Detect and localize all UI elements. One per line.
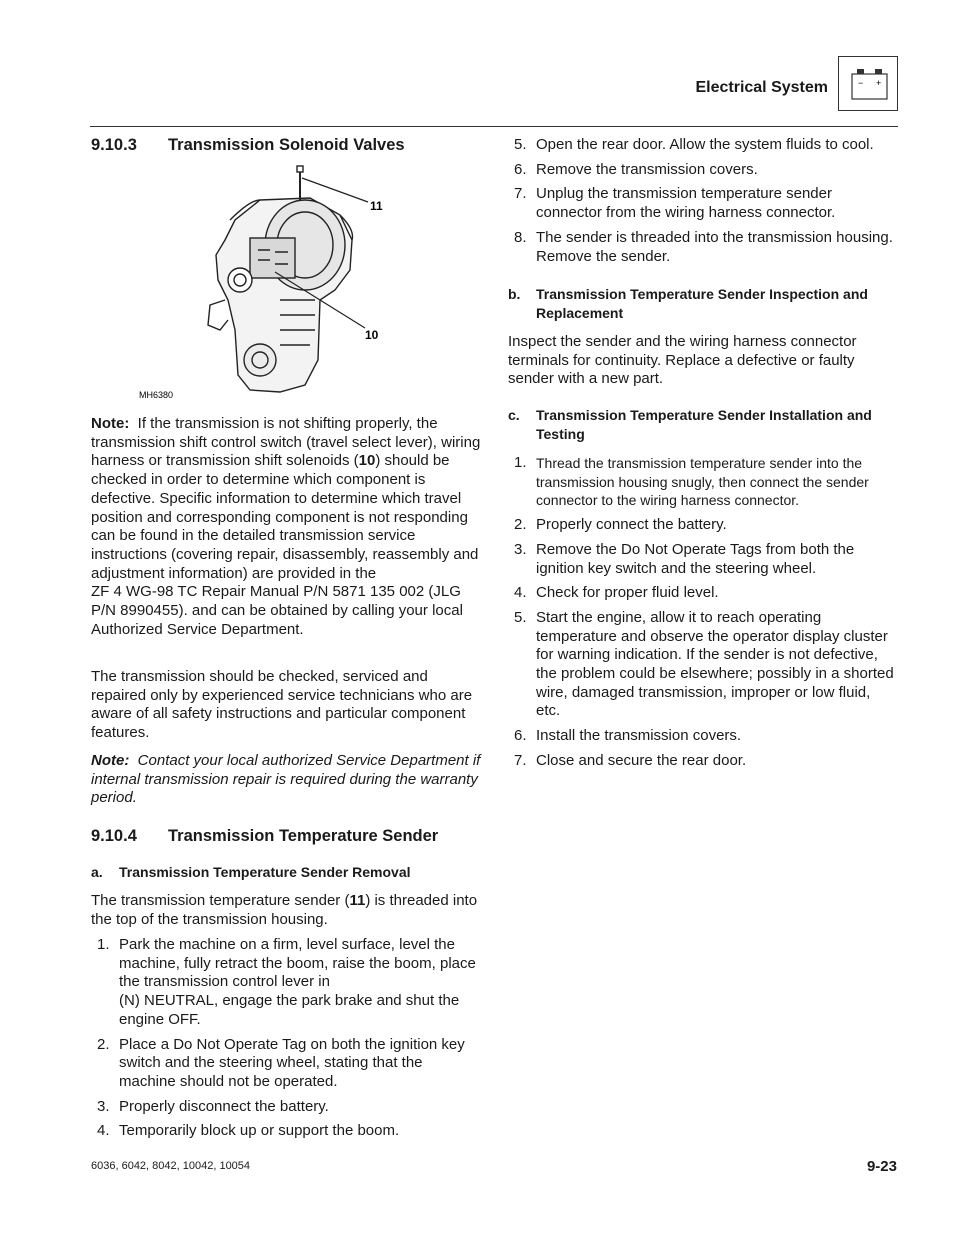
- step-number: 4.: [514, 584, 527, 602]
- list-item: [508, 185, 898, 222]
- list-item: [508, 454, 898, 510]
- step-number: 6.: [514, 160, 527, 178]
- step-number: 5.: [514, 136, 527, 153]
- list-item: [508, 752, 898, 771]
- step-number: 4.: [97, 1122, 110, 1140]
- warranty-note-text: Contact your local authorized Service Department if internal transmission repair is required during the warranty period.: [91, 752, 481, 807]
- transmission-figure: [110, 160, 440, 405]
- step-text: Temporarily block up or support the boom.: [119, 1122, 400, 1140]
- list-item: [508, 541, 898, 578]
- subheading-c: [508, 406, 898, 444]
- section-number: 9.10.3: [91, 136, 137, 154]
- note-text-c: ZF 4 WG-98 TC Repair Manual P/N 5871 135 002 (JLG P/N 8990455). and can be obtained by calling your local Authorized Service Department.: [91, 583, 463, 638]
- note-ref-10: 10: [358, 452, 376, 470]
- step-number: 7.: [514, 185, 527, 203]
- step-text: Properly connect the battery.: [536, 516, 727, 534]
- subheading-a: [91, 863, 411, 882]
- subheading-b: [508, 285, 898, 323]
- footer-models: 6036, 6042, 8042, 10042, 10054: [91, 1160, 251, 1172]
- figure-code: MH6380: [139, 390, 174, 400]
- list-item: [508, 516, 898, 535]
- step-number: 2.: [514, 516, 527, 534]
- solenoid-note: [91, 415, 481, 639]
- section-title: Transmission Temperature Sender: [168, 827, 439, 845]
- installation-steps: [508, 454, 898, 777]
- note-text-a: If the transmission is not shifting properly, the transmission shift control switch (travel select lever), wiring harness or transmission shift solenoids (: [91, 415, 481, 470]
- removal-steps-continued: [508, 136, 898, 272]
- step-number: 7.: [514, 751, 527, 769]
- subheading-letter: b.: [508, 286, 521, 302]
- note-text-b: ) should be checked in order to determine which component is defective. Specific information to determine which travel position and corresponding component is not responding can be found in the detailed transmission service instructions (covering repair, disassembly, reassembly and adjustment information) are provided in the: [91, 452, 479, 582]
- step-number: 2.: [97, 1035, 110, 1053]
- list-item: [508, 584, 898, 603]
- step-text: Check for proper fluid level.: [536, 584, 719, 602]
- step-text: Thread the transmission temperature sender into the transmission housing snugly, then connect the sender connector to the wiring harness connector.: [536, 455, 869, 509]
- service-text: The transmission should be checked, serviced and repaired only by experienced service technicians who are aware of all safety instructions and particular component features.: [91, 668, 473, 742]
- step-number: 1.: [514, 454, 527, 471]
- step-text: Place a Do Not Operate Tag on both the ignition key switch and the steering wheel, stating that the machine should not be operated.: [119, 1035, 465, 1090]
- step-number: 3.: [514, 540, 527, 558]
- sender-intro: [91, 892, 481, 929]
- warranty-note: [91, 752, 481, 808]
- section-title: Transmission Solenoid Valves: [168, 136, 405, 154]
- inspection-paragraph: [508, 333, 898, 389]
- note-label: Note:: [91, 415, 130, 432]
- step-number: 3.: [97, 1097, 110, 1115]
- page-number: 9-23: [866, 1158, 897, 1175]
- callout-11: 11: [370, 199, 383, 213]
- warranty-note-label: Note:: [91, 752, 130, 769]
- step-number: 1.: [97, 936, 110, 953]
- list-item: [508, 161, 898, 180]
- battery-minus-sign: −: [858, 78, 864, 88]
- subheading-letter: c.: [508, 407, 520, 423]
- intro-text-b: ) is threaded into the top of the transmission housing.: [91, 892, 478, 928]
- step-text: Remove the Do Not Operate Tags from both the ignition key switch and the steering wheel.: [536, 540, 855, 577]
- step-text-cont: (N) NEUTRAL, engage the park brake and shut the engine OFF.: [119, 992, 460, 1028]
- step-text: Park the machine on a firm, level surface, level the machine, fully retract the boom, raise the boom, place the transmission control lever in: [119, 936, 476, 991]
- removal-steps: [91, 936, 481, 1147]
- inspection-text: Inspect the sender and the wiring harness connector terminals for continuity. Replace a defective or faulty sender with a new part.: [508, 333, 857, 388]
- list-item: [91, 1122, 481, 1141]
- subheading-title: Transmission Temperature Sender Inspection and Replacement: [536, 286, 868, 321]
- step-number: 8.: [514, 228, 527, 246]
- service-paragraph: [91, 668, 481, 743]
- list-item: [508, 609, 898, 721]
- step-text: Close and secure the rear door.: [536, 751, 747, 769]
- subheading-letter: a.: [91, 864, 103, 880]
- list-item: [91, 1098, 481, 1117]
- list-item: [91, 936, 481, 1030]
- intro-ref-11: 11: [349, 892, 366, 909]
- step-text: Unplug the transmission temperature sender connector from the wiring harness connector.: [536, 185, 836, 222]
- list-item: [508, 136, 898, 155]
- subheading-title: Transmission Temperature Sender Installation and Testing: [536, 407, 872, 442]
- header-rule: [90, 126, 898, 127]
- battery-plus-sign: +: [876, 78, 882, 88]
- list-item: [91, 1036, 481, 1092]
- section-number: 9.10.4: [91, 827, 137, 845]
- transmission-illustration: [110, 160, 440, 405]
- step-text: Install the transmission covers.: [536, 727, 742, 745]
- step-text: Start the engine, allow it to reach operating temperature and observe the operator display cluster for warning indication. If the sender is not defective, the problem could be elsewhere; possibly in a shorted wire, damaged transmission, improper or low fluid, etc.: [536, 608, 894, 720]
- step-text: Open the rear door. Allow the system fluids to cool.: [536, 136, 874, 153]
- section-heading-9-10-4: [91, 827, 438, 846]
- step-text: Remove the transmission covers.: [536, 160, 758, 178]
- step-number: 6.: [514, 727, 527, 745]
- battery-icon: [838, 56, 898, 111]
- list-item: [508, 727, 898, 746]
- step-text: The sender is threaded into the transmission housing. Remove the sender.: [536, 228, 893, 265]
- list-item: [508, 229, 898, 266]
- subheading-title: Transmission Temperature Sender Removal: [119, 864, 411, 880]
- intro-text-a: The transmission temperature sender (: [91, 892, 350, 909]
- step-number: 5.: [514, 608, 527, 626]
- callout-10: 10: [365, 328, 379, 342]
- section-header-title: Electrical System: [695, 79, 828, 96]
- section-heading-9-10-3: [91, 136, 405, 155]
- step-text: Properly disconnect the battery.: [119, 1097, 329, 1115]
